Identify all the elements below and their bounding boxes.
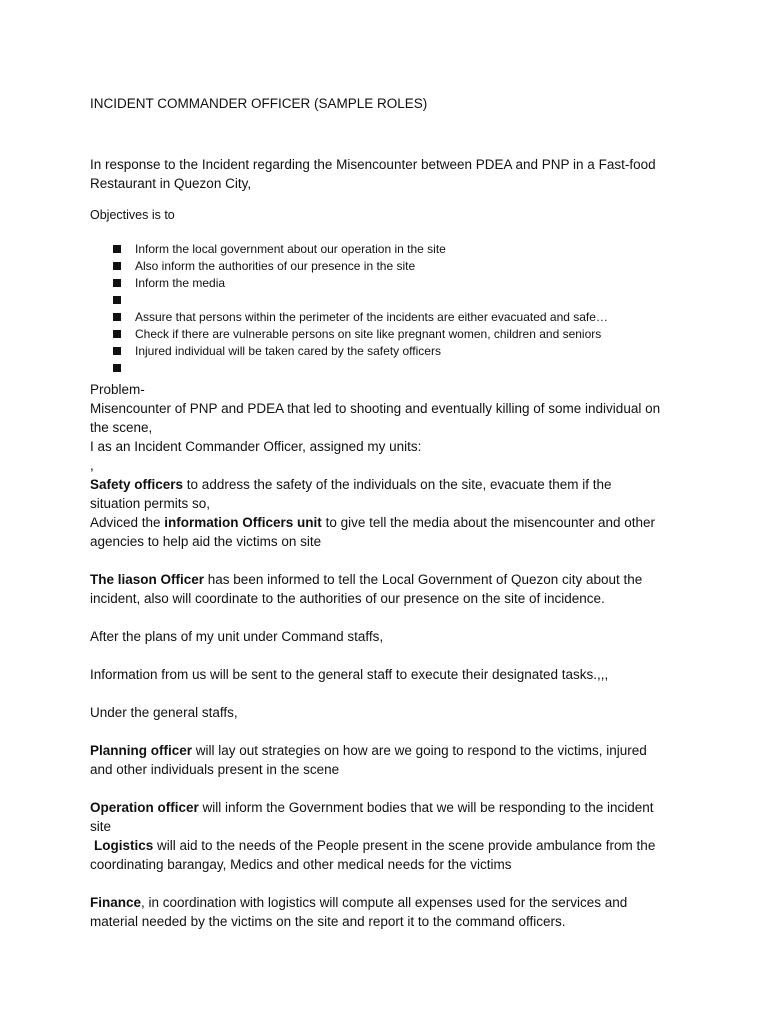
document-title: INCIDENT COMMANDER OFFICER (SAMPLE ROLES) — [90, 96, 428, 111]
square-bullet-icon — [113, 245, 121, 253]
after-plans-line: After the plans of my unit under Command staffs, — [90, 629, 384, 644]
list-item: Also inform the authorities of our presence in the site — [113, 258, 608, 275]
problem-label: Problem- — [90, 382, 145, 397]
logistics-line-2: coordinating barangay, Medics and other medical needs for the victims — [90, 857, 512, 872]
square-bullet-icon — [113, 262, 121, 270]
square-bullet-icon — [113, 279, 121, 287]
square-bullet-icon — [113, 330, 121, 338]
list-item: Inform the local government about our operation in the site — [113, 241, 608, 258]
list-item: Assure that persons within the perimeter of the incidents are either evacuated and safe… — [113, 309, 608, 326]
list-item — [113, 292, 608, 309]
liason-officer-line-1: The liason Officer has been informed to tell the Local Government of Quezon city about the — [90, 572, 643, 587]
list-item: Injured individual will be taken cared by the safety officers — [113, 343, 608, 360]
information-officers-line-2: agencies to help aid the victims on site — [90, 534, 322, 549]
problem-line-3: I as an Incident Commander Officer, assigned my units: — [90, 439, 422, 454]
liason-officer-line-2: incident, also will coordinate to the authorities of our presence on the site of incidence. — [90, 591, 605, 606]
list-item: Check if there are vulnerable persons on site like pregnant women, children and seniors — [113, 326, 608, 343]
square-bullet-icon — [113, 364, 121, 372]
objectives-list — [113, 241, 608, 377]
logistics-line-1: Logistics will aid to the needs of the People present in the scene provide ambulance from the — [94, 838, 656, 853]
operation-officer-line-1: Operation officer will inform the Government bodies that we will be responding to the incident — [90, 800, 654, 815]
information-officers-line-1: Adviced the information Officers unit to give tell the media about the misencounter and other — [90, 515, 656, 530]
list-item: Inform the media — [113, 275, 608, 292]
intro-line-2: Restaurant in Quezon City, — [90, 176, 252, 191]
list-item — [113, 360, 608, 377]
stray-comma: , — [90, 458, 94, 473]
planning-officer-line-2: and other individuals present in the scene — [90, 762, 340, 777]
information-sent-line: Information from us will be sent to the general staff to execute their designated tasks.,,, — [90, 667, 609, 682]
safety-officers-line-1: Safety officers to address the safety of the individuals on the site, evacuate them if the — [90, 477, 612, 492]
objectives-label: Objectives is to — [90, 208, 175, 222]
operation-officer-line-2: site — [90, 819, 112, 834]
square-bullet-icon — [113, 296, 121, 304]
square-bullet-icon — [113, 347, 121, 355]
finance-line-2: material needed by the victims on the site and report it to the command officers. — [90, 914, 566, 929]
problem-line-1: Misencounter of PNP and PDEA that led to shooting and eventually killing of some individual on — [90, 401, 661, 416]
planning-officer-line-1: Planning officer will lay out strategies on how are we going to respond to the victims, injured — [90, 743, 647, 758]
square-bullet-icon — [113, 313, 121, 321]
intro-line-1: In response to the Incident regarding the Misencounter between PDEA and PNP in a Fast-food — [90, 157, 656, 172]
finance-line-1: Finance, in coordination with logistics will compute all expenses used for the services and — [90, 895, 628, 910]
problem-line-2: the scene, — [90, 420, 153, 435]
under-general-staffs-line: Under the general staffs, — [90, 705, 238, 720]
safety-officers-line-2: situation permits so, — [90, 496, 211, 511]
